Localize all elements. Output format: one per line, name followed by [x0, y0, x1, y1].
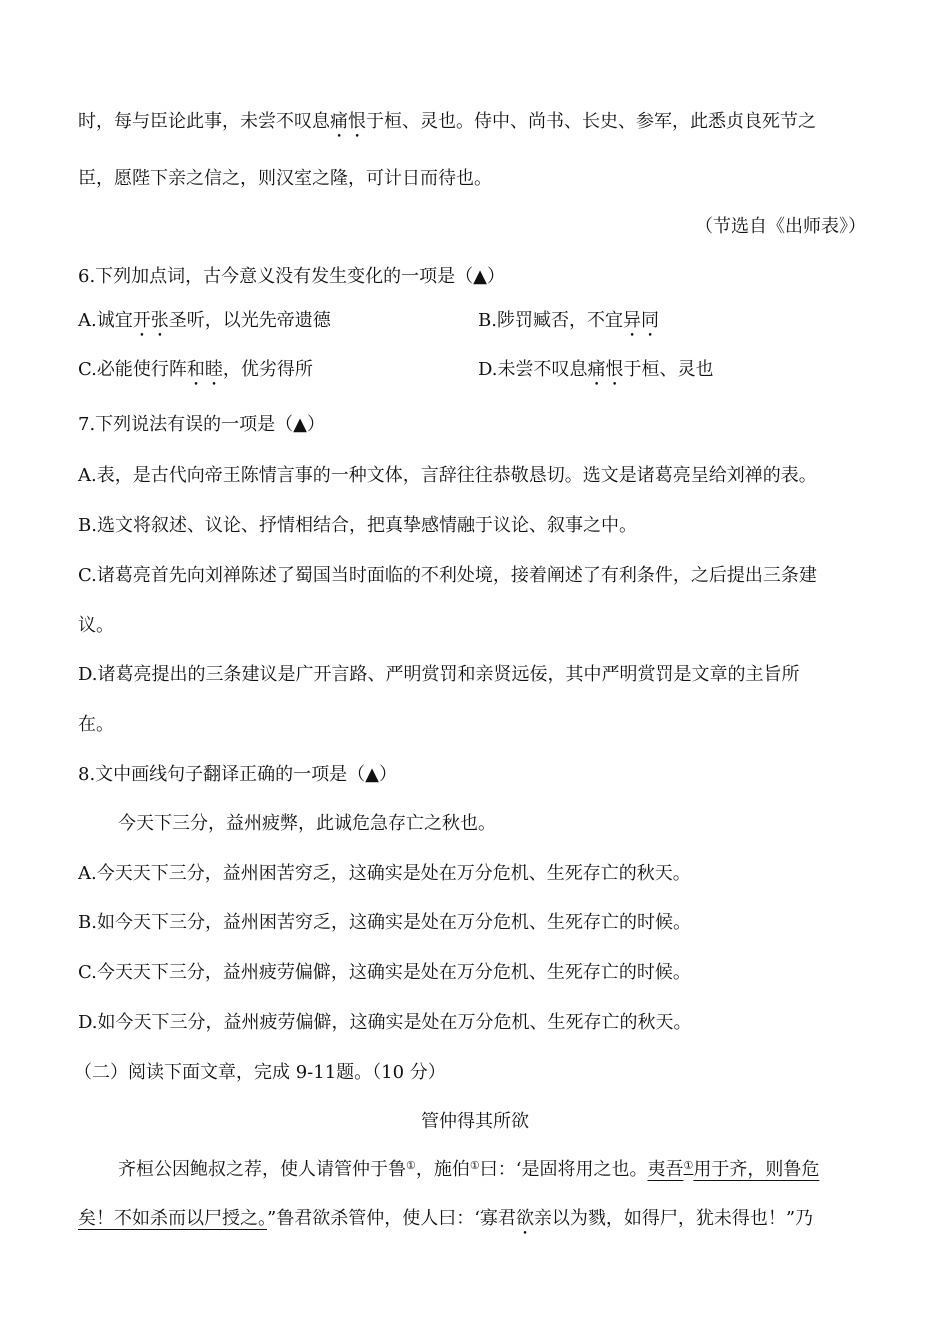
passage-text: 时，每与臣论此事，未尝不叹息 — [78, 111, 330, 132]
article-text: 亲以为戮，如得尸，犹未得也！”乃 — [533, 1208, 814, 1229]
passage-text: 于桓、灵也。侍中、尚书、长史、参军，此悉贞良死节之 — [366, 111, 816, 132]
underlined-sentence: 矣！不如杀而以尸授之。 — [78, 1208, 267, 1229]
section-heading: （二）阅读下面文章，完成 9-11题。（10 分） — [74, 1062, 446, 1083]
underlined-sentence: 夷吾 — [647, 1159, 684, 1180]
q6-stem: 6.下列加点词，古今意义没有发生变化的一项是（▲） — [78, 266, 506, 287]
q7-option-a: A.表，是古代向帝王陈情言事的一种文体，言辞往往恭敬恳切。选文是诸葛亮呈给刘禅的表。 — [78, 465, 817, 486]
footnote-marker: ① — [683, 1159, 694, 1172]
q8-option-a: A.今天天下三分，益州困苦穷乏，这确实是处在万分危机、生死存亡的秋天。 — [78, 863, 691, 884]
article-text: 曰：‘是固将用之也。 — [479, 1159, 648, 1180]
q8-option-b: B.如今天下三分，益州困苦穷乏，这确实是处在万分危机、生死存亡的时候。 — [78, 912, 691, 933]
passage-line-1 — [78, 110, 816, 142]
underlined-sentence: 用于齐，则鲁危 — [693, 1159, 820, 1180]
dotted-word: 睦 — [204, 359, 223, 380]
q6-option-a — [78, 309, 331, 341]
passage-line-2: 臣，愿陛下亲之信之，则汉室之隆，可计日而待也。 — [78, 168, 492, 189]
dotted-word: 恨 — [348, 111, 366, 132]
article-text: 齐桓公因鲍叔之荐，使人请管仲于鲁 — [118, 1159, 406, 1180]
option-text: ，优劣得所 — [222, 359, 313, 380]
article-text: ”鲁君欲杀管仲，使人曰：‘寡君 — [267, 1208, 516, 1229]
option-text: A.诚宜 — [78, 310, 133, 331]
q7-option-b: B.选文将叙述、议论、抒情相结合，把真挚感情融于议论、叙事之中。 — [78, 515, 637, 536]
q7-option-d-line-1: D.诸葛亮提出的三条建议是广开言路、严明赏罚和亲贤远佞，其中严明赏罚是文章的主旨所 — [78, 664, 800, 685]
passage-source: （节选自《出师表》） — [695, 216, 866, 237]
option-text: B.陟罚臧否，不宜 — [478, 310, 623, 331]
option-text: 于桓、灵也 — [623, 359, 714, 380]
dotted-word: 和 — [186, 359, 205, 380]
q8-stem: 8.文中画线句子翻译正确的一项是（▲） — [78, 764, 398, 785]
option-text: 圣听，以光先帝遗德 — [168, 310, 331, 331]
footnote-marker: ① — [469, 1159, 480, 1172]
dotted-word: 痛 — [587, 359, 606, 380]
dotted-word: 恨 — [605, 359, 624, 380]
article-title: 管仲得其所欲 — [421, 1111, 529, 1132]
dotted-word: 同 — [640, 310, 659, 331]
dotted-word: 开 — [132, 310, 151, 331]
article-text: ，施伯 — [415, 1159, 470, 1180]
q8-sentence: 今天下三分，益州疲弊，此诚危急存亡之秋也。 — [118, 813, 496, 834]
q7-option-c-line-2: 议。 — [78, 615, 114, 636]
q6-option-d — [478, 358, 714, 390]
dotted-word: 欲 — [515, 1208, 534, 1229]
dotted-word: 张 — [150, 310, 169, 331]
dotted-word: 异 — [622, 310, 641, 331]
option-text: C.必能使行阵 — [78, 359, 187, 380]
q7-option-c-line-1: C.诸葛亮首先向刘禅陈述了蜀国当时面临的不利处境，接着阐述了有利条件，之后提出三条建 — [78, 565, 817, 586]
article-paragraph-line-2 — [78, 1207, 813, 1239]
q7-option-d-line-2: 在。 — [78, 714, 114, 735]
footnote-marker: ① — [406, 1159, 416, 1172]
q6-option-b — [478, 309, 659, 341]
q8-option-c: C.今天天下三分，益州疲劳偏僻，这确实是处在万分危机、生死存亡的时候。 — [78, 962, 691, 983]
q7-stem: 7.下列说法有误的一项是（▲） — [78, 414, 326, 435]
dotted-word: 痛 — [330, 111, 348, 132]
option-text: D.未尝不叹息 — [478, 359, 588, 380]
article-paragraph-line-1 — [118, 1158, 819, 1182]
q8-option-d: D.如今天下三分，益州疲劳偏僻，这确实是处在万分危机、生死存亡的秋天。 — [78, 1012, 692, 1033]
q6-option-c — [78, 358, 313, 390]
